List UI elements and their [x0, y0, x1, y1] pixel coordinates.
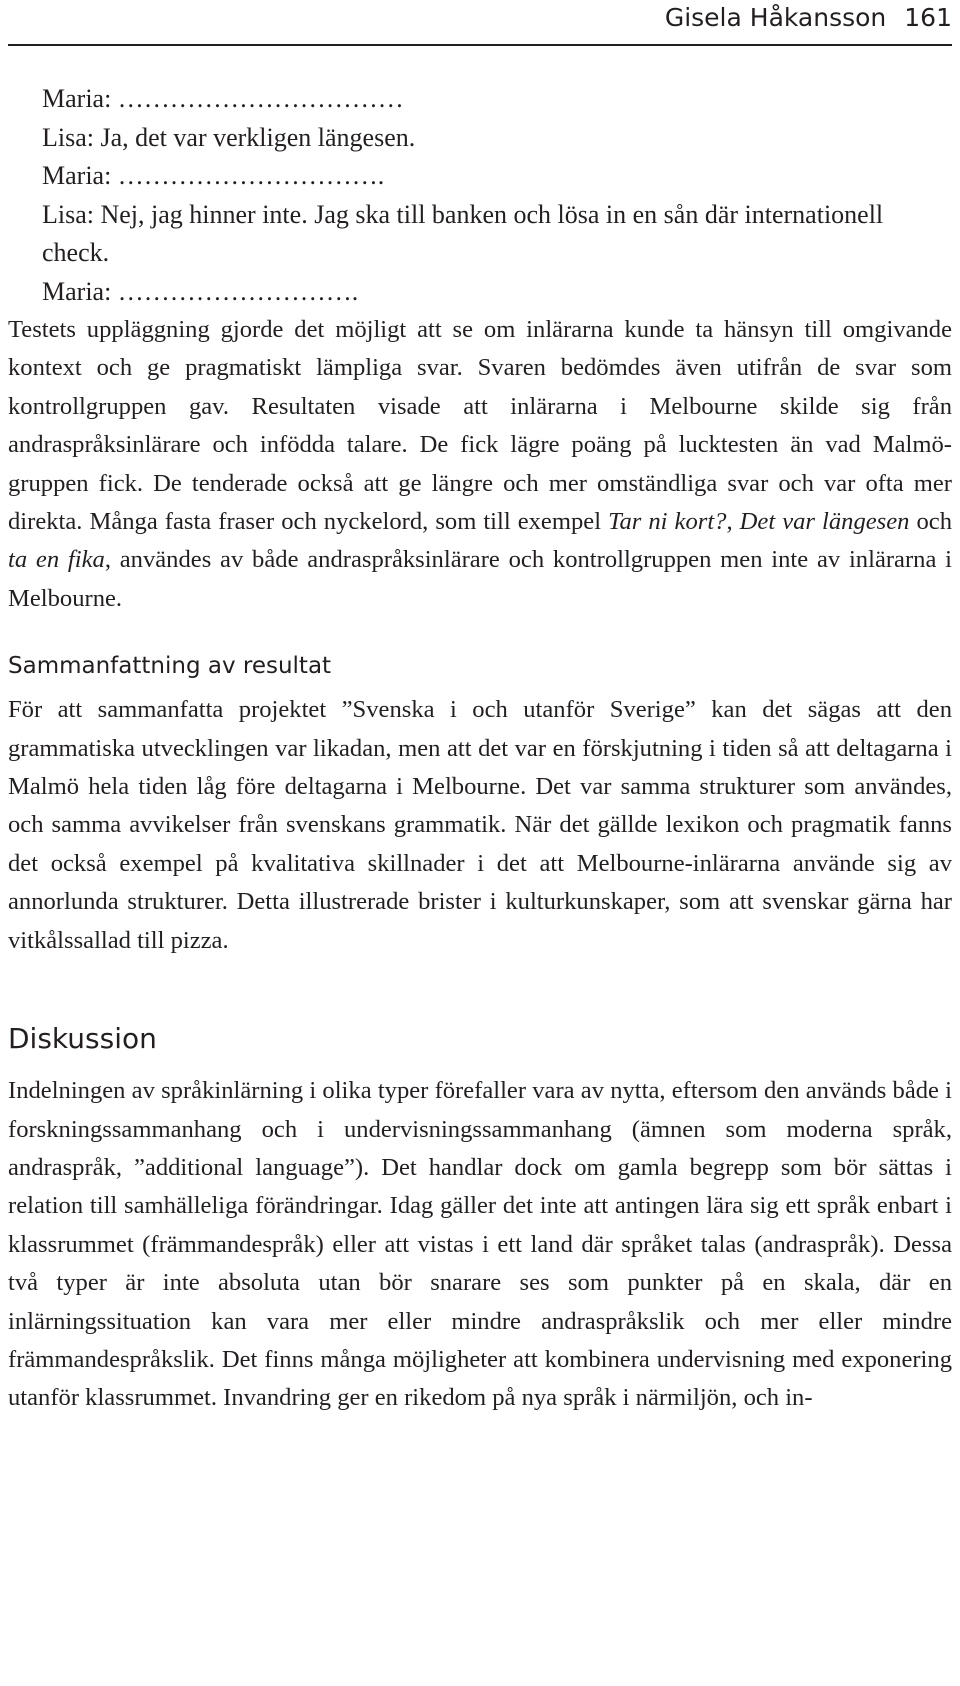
dialogue-line: Maria: ………………………….: [42, 161, 385, 190]
italic-phrase: Tar ni kort?: [608, 508, 727, 536]
paragraph-text: , användes av både andraspråksinlärare och kontrollgruppen men inte av inlärarna i Melbourne.: [8, 546, 952, 612]
summary-paragraph: För att sammanfatta projektet ”Svenska i och utanför Sverige” kan det sägas att den grammatiska utvecklingen var likadan, men att det var en förskjutning i tiden så att deltagarna i Malmö hela tiden låg före deltagarna i Melbourne. Det var samma strukturer som användes, och samma avvikelser från svenskans grammatik. När det gällde lexikon och pragmatik fanns det också exempel på kvalitativa skillnader i det att Melbourne-inlärarna använde sig av annorlunda strukturer. Detta illustrerade brister i kulturkunskaper, som att svenskar gärna har vitkålssallad till pizza.: [8, 696, 952, 954]
italic-phrase: ta en fika: [8, 546, 105, 574]
paragraph-text: ,: [726, 508, 740, 536]
running-head: [8, 0, 952, 46]
dialogue-line: Lisa: Nej, jag hinner inte. Jag ska till banken och lösa in en sån där internationell check.: [42, 199, 884, 267]
dialogue-line: Maria: ……………………….: [42, 276, 359, 306]
subheading: Sammanfattning av resultat: [8, 653, 332, 680]
paragraph-text: och: [909, 508, 952, 536]
section-heading: Diskussion: [8, 1022, 157, 1056]
paragraph-text: Testets uppläggning gjorde det möjligt att se om inlärarna kunde ta hänsyn till omgivande kontext och ge pragmatiskt lämpliga svar. Svaren bedömdes även utifrån de svar som kontrollgruppen gav. Resultaten visade att inlärarna i Melbourne skilde sig från andraspråksinlärare och infödda talare. De fick lägre poäng på lucktesten än vad Malmö-gruppen fick. De tenderade också att ge längre och mer omständliga svar och var ofta mer direkta. Många fasta fraser och nyckelord, som till exempel: [8, 316, 952, 536]
dialogue-line: Lisa: Ja, det var verkligen längesen.: [42, 122, 416, 152]
results-paragraph: [8, 311, 952, 618]
author-name: Gisela Håkansson: [664, 3, 887, 32]
page-body: [8, 80, 952, 1418]
page-number: 161: [904, 3, 952, 32]
italic-phrase: Det var längesen: [739, 508, 910, 536]
dialogue-excerpt: [42, 80, 952, 311]
discussion-paragraph: Indelningen av språkinlärning i olika typer förefaller vara av nytta, eftersom den används både i forskningssammanhang och i undervisningssammanhang (ämnen som moderna språk, andraspråk, ”additional language”). Det handlar dock om gamla begrepp som bör sättas i relation till samhälleliga förändringar. Idag gäller det inte att antingen lära sig ett språk enbart i klassrummet (främmandespråk) eller att vistas i ett land där språket talas (andraspråk). Dessa två typer är inte absoluta utan bör snarare ses som punkter på en skala, där en inlärningssituation kan vara mer eller mindre andraspråkslik och mer eller mindre främmandespråkslik. Det finns många möjligheter att kombinera undervisning med exponering utanför klassrummet. Invandring ger en rikedom på nya språk i närmiljön, och in-: [8, 1077, 952, 1412]
dialogue-line: Maria: ……………………………: [42, 84, 404, 113]
